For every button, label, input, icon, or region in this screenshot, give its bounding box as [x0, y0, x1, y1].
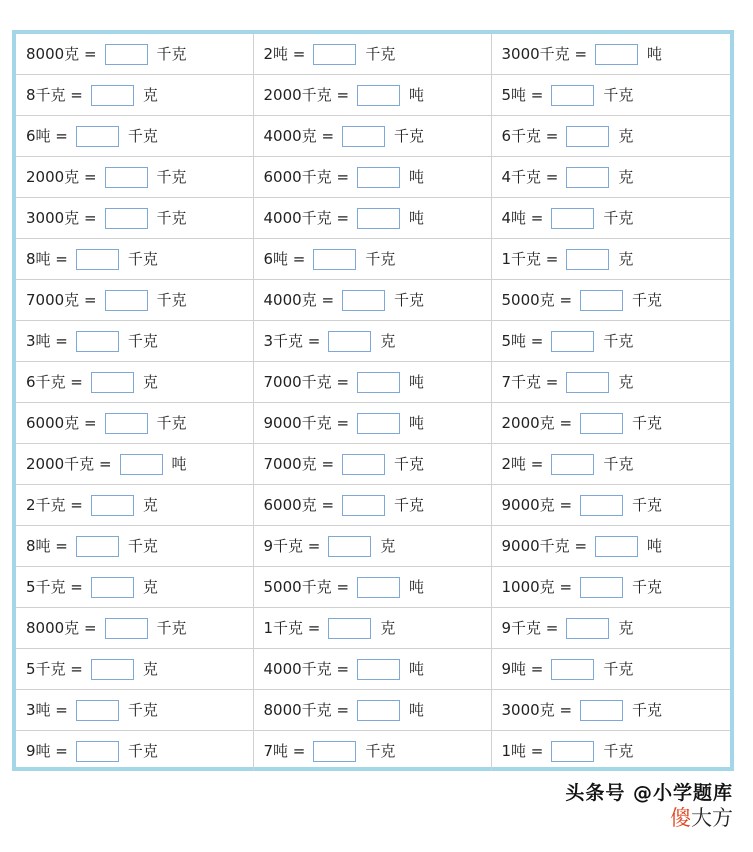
answer-box[interactable]	[342, 290, 385, 311]
answer-unit: 克	[618, 373, 634, 391]
answer-unit: 千克	[127, 742, 158, 760]
answer-box[interactable]	[91, 372, 134, 393]
answer-unit: 吨	[409, 414, 425, 432]
answer-unit: 千克	[127, 250, 158, 268]
problem-text: 1千克 =	[263, 619, 321, 637]
problem-cell	[491, 157, 730, 198]
answer-unit: 千克	[603, 332, 634, 350]
problem-text: 7吨 =	[263, 742, 306, 760]
answer-box[interactable]	[551, 85, 594, 106]
answer-unit: 千克	[365, 250, 396, 268]
problem-text: 9吨 =	[26, 742, 68, 760]
problem-text: 7000千克 =	[263, 373, 350, 391]
answer-box[interactable]	[91, 577, 134, 598]
problem-cell	[16, 526, 253, 567]
answer-box[interactable]	[551, 454, 594, 475]
problem-cell	[491, 239, 730, 280]
answer-box[interactable]	[105, 208, 148, 229]
answer-box[interactable]	[328, 618, 371, 639]
answer-unit: 吨	[409, 701, 425, 719]
answer-unit: 千克	[156, 619, 187, 637]
table-row	[16, 34, 730, 75]
table-row	[16, 444, 730, 485]
problem-cell	[16, 321, 253, 362]
answer-unit: 克	[618, 168, 634, 186]
problem-cell	[253, 690, 491, 731]
problem-cell	[491, 280, 730, 321]
answer-box[interactable]	[91, 85, 134, 106]
problem-text: 7000克 =	[26, 291, 97, 309]
problem-text: 5000千克 =	[263, 578, 350, 596]
answer-unit: 千克	[365, 45, 396, 63]
answer-unit: 吨	[409, 373, 425, 391]
problem-cell	[491, 444, 730, 485]
problem-text: 2千克 =	[26, 496, 83, 514]
problem-cell	[16, 34, 253, 75]
answer-unit: 克	[618, 619, 634, 637]
answer-box[interactable]	[91, 495, 134, 516]
table-row	[16, 198, 730, 239]
problem-cell	[253, 362, 491, 403]
problem-cell	[253, 444, 491, 485]
problem-cell	[16, 116, 253, 157]
answer-box[interactable]	[105, 44, 148, 65]
answer-unit: 千克	[603, 86, 634, 104]
answer-box[interactable]	[120, 454, 163, 475]
problem-cell	[253, 731, 491, 772]
table-row	[16, 157, 730, 198]
problem-text: 2000千克 =	[26, 455, 112, 473]
answer-unit: 克	[142, 86, 158, 104]
answer-box[interactable]	[551, 331, 594, 352]
answer-unit: 克	[142, 496, 158, 514]
answer-unit: 千克	[365, 742, 396, 760]
problem-cell	[16, 690, 253, 731]
answer-unit: 千克	[603, 209, 634, 227]
answer-box[interactable]	[551, 741, 594, 762]
answer-box[interactable]	[91, 659, 134, 680]
answer-unit: 千克	[394, 291, 425, 309]
answer-unit: 千克	[603, 742, 634, 760]
answer-box[interactable]	[580, 495, 623, 516]
problem-text: 4000克 =	[263, 127, 335, 145]
problem-cell	[16, 75, 253, 116]
answer-box[interactable]	[580, 577, 623, 598]
problem-text: 6千克 =	[501, 127, 559, 145]
answer-box[interactable]	[580, 700, 623, 721]
problem-cell	[491, 116, 730, 157]
answer-box[interactable]	[76, 536, 119, 557]
answer-unit: 吨	[409, 660, 425, 678]
answer-box[interactable]	[105, 167, 148, 188]
footer-source: 头条号 @小学题库	[565, 782, 733, 804]
answer-box[interactable]	[76, 249, 119, 270]
answer-box[interactable]	[595, 536, 638, 557]
worksheet	[12, 30, 734, 771]
problem-cell	[253, 608, 491, 649]
problem-text: 6千克 =	[26, 373, 83, 391]
problem-text: 2吨 =	[263, 45, 306, 63]
problem-text: 4千克 =	[501, 168, 559, 186]
problem-text: 4000千克 =	[263, 660, 350, 678]
problem-text: 9千克 =	[501, 619, 559, 637]
table-row	[16, 608, 730, 649]
answer-unit: 千克	[394, 496, 425, 514]
problem-cell	[16, 485, 253, 526]
answer-unit: 千克	[603, 660, 634, 678]
answer-box[interactable]	[580, 290, 623, 311]
problem-cell	[253, 157, 491, 198]
problem-text: 7000克 =	[263, 455, 335, 473]
answer-box[interactable]	[551, 659, 594, 680]
answer-box[interactable]	[76, 331, 119, 352]
answer-box[interactable]	[342, 495, 385, 516]
table-row	[16, 403, 730, 444]
answer-unit: 千克	[156, 45, 187, 63]
problem-text: 8吨 =	[26, 250, 68, 268]
problem-cell	[253, 526, 491, 567]
problem-cell	[491, 362, 730, 403]
problem-cell	[491, 321, 730, 362]
problem-cell	[491, 567, 730, 608]
problem-text: 9000千克 =	[501, 537, 588, 555]
problem-cell	[253, 567, 491, 608]
table-row	[16, 567, 730, 608]
problem-text: 5千克 =	[26, 660, 83, 678]
problem-text: 8吨 =	[26, 537, 68, 555]
answer-unit: 千克	[394, 455, 425, 473]
answer-box[interactable]	[105, 290, 148, 311]
problem-cell	[16, 649, 253, 690]
problem-cell	[253, 34, 491, 75]
problem-text: 6000千克 =	[263, 168, 350, 186]
problem-text: 6000克 =	[26, 414, 97, 432]
brand-logo	[670, 802, 733, 832]
problem-text: 1吨 =	[501, 742, 544, 760]
answer-unit: 千克	[632, 496, 663, 514]
answer-unit: 吨	[409, 86, 425, 104]
problem-text: 5吨 =	[501, 332, 544, 350]
problem-text: 5吨 =	[501, 86, 544, 104]
problem-text: 4000克 =	[263, 291, 335, 309]
problem-cell	[491, 731, 730, 772]
answer-box[interactable]	[313, 741, 356, 762]
answer-box[interactable]	[342, 126, 385, 147]
problem-cell	[491, 75, 730, 116]
answer-box[interactable]	[328, 536, 371, 557]
problem-cell	[16, 403, 253, 444]
problem-text: 2000克 =	[501, 414, 573, 432]
answer-unit: 千克	[632, 291, 663, 309]
answer-box[interactable]	[551, 208, 594, 229]
answer-box[interactable]	[357, 700, 400, 721]
problem-cell	[253, 485, 491, 526]
table-row	[16, 526, 730, 567]
answer-box[interactable]	[105, 413, 148, 434]
table-row	[16, 321, 730, 362]
answer-box[interactable]	[76, 741, 119, 762]
problem-cell	[253, 198, 491, 239]
answer-box[interactable]	[566, 618, 609, 639]
table-row	[16, 731, 730, 772]
answer-box[interactable]	[357, 208, 400, 229]
table-row	[16, 116, 730, 157]
problem-text: 6000克 =	[263, 496, 335, 514]
problem-cell	[16, 731, 253, 772]
answer-unit: 千克	[632, 578, 663, 596]
answer-unit: 克	[142, 373, 158, 391]
answer-unit: 克	[142, 660, 158, 678]
problem-text: 6吨 =	[26, 127, 68, 145]
problem-text: 8000克 =	[26, 45, 97, 63]
problem-text: 1000克 =	[501, 578, 573, 596]
table-row	[16, 75, 730, 116]
answer-box[interactable]	[566, 167, 609, 188]
problem-cell	[16, 608, 253, 649]
problem-cell	[253, 239, 491, 280]
problem-text: 5000克 =	[501, 291, 573, 309]
problem-cell	[491, 649, 730, 690]
problem-text: 9千克 =	[263, 537, 321, 555]
answer-box[interactable]	[595, 44, 638, 65]
problem-cell	[491, 403, 730, 444]
conversion-table	[16, 34, 730, 771]
problem-text: 3千克 =	[263, 332, 321, 350]
answer-unit: 千克	[156, 209, 187, 227]
brand-part-1: 傻	[670, 806, 691, 830]
table-row	[16, 690, 730, 731]
answer-box[interactable]	[357, 85, 400, 106]
problem-cell	[253, 321, 491, 362]
problem-cell	[491, 485, 730, 526]
answer-box[interactable]	[357, 167, 400, 188]
problem-text: 4吨 =	[501, 209, 544, 227]
answer-unit: 克	[618, 250, 634, 268]
problem-cell	[253, 280, 491, 321]
problem-cell	[491, 34, 730, 75]
problem-cell	[16, 444, 253, 485]
problem-text: 4000千克 =	[263, 209, 350, 227]
answer-unit: 千克	[156, 414, 187, 432]
answer-unit: 千克	[394, 127, 425, 145]
answer-unit: 千克	[127, 537, 158, 555]
answer-unit: 吨	[409, 578, 425, 596]
problem-text: 3000克 =	[26, 209, 97, 227]
problem-text: 3000千克 =	[501, 45, 588, 63]
answer-unit: 千克	[632, 414, 663, 432]
problem-cell	[491, 198, 730, 239]
answer-box[interactable]	[76, 126, 119, 147]
answer-unit: 吨	[647, 45, 663, 63]
answer-unit: 千克	[127, 701, 158, 719]
problem-cell	[491, 608, 730, 649]
answer-box[interactable]	[357, 372, 400, 393]
problem-cell	[16, 362, 253, 403]
answer-box[interactable]	[566, 372, 609, 393]
table-row	[16, 485, 730, 526]
problem-cell	[16, 239, 253, 280]
answer-unit: 吨	[647, 537, 663, 555]
answer-box[interactable]	[342, 454, 385, 475]
brand-part-2: 大方	[691, 806, 733, 830]
answer-unit: 吨	[171, 455, 187, 473]
answer-box[interactable]	[357, 413, 400, 434]
answer-box[interactable]	[357, 659, 400, 680]
answer-box[interactable]	[313, 44, 356, 65]
problem-text: 1千克 =	[501, 250, 559, 268]
answer-box[interactable]	[328, 331, 371, 352]
problem-cell	[16, 280, 253, 321]
problem-text: 3000克 =	[501, 701, 573, 719]
answer-unit: 克	[380, 332, 396, 350]
answer-box[interactable]	[76, 700, 119, 721]
problem-text: 9000千克 =	[263, 414, 350, 432]
problem-cell	[253, 75, 491, 116]
problem-cell	[16, 567, 253, 608]
problem-cell	[16, 198, 253, 239]
problem-text: 8000克 =	[26, 619, 97, 637]
problem-text: 3吨 =	[26, 332, 68, 350]
answer-unit: 千克	[632, 701, 663, 719]
answer-unit: 克	[380, 537, 396, 555]
problem-text: 8000千克 =	[263, 701, 350, 719]
answer-box[interactable]	[580, 413, 623, 434]
answer-unit: 千克	[156, 168, 187, 186]
answer-unit: 克	[380, 619, 396, 637]
problem-text: 2000千克 =	[263, 86, 350, 104]
problem-text: 2000克 =	[26, 168, 97, 186]
problem-text: 8千克 =	[26, 86, 83, 104]
problem-text: 9吨 =	[501, 660, 544, 678]
answer-unit: 克	[618, 127, 634, 145]
problem-text: 5千克 =	[26, 578, 83, 596]
answer-unit: 吨	[409, 209, 425, 227]
table-row	[16, 362, 730, 403]
answer-unit: 千克	[603, 455, 634, 473]
answer-box[interactable]	[566, 249, 609, 270]
problem-text: 9000克 =	[501, 496, 573, 514]
problem-cell	[253, 649, 491, 690]
problem-cell	[16, 157, 253, 198]
answer-unit: 千克	[156, 291, 187, 309]
problem-cell	[253, 403, 491, 444]
table-row	[16, 649, 730, 690]
problem-cell	[253, 116, 491, 157]
answer-box[interactable]	[105, 618, 148, 639]
problem-cell	[491, 526, 730, 567]
answer-unit: 千克	[127, 127, 158, 145]
table-row	[16, 280, 730, 321]
answer-unit: 千克	[127, 332, 158, 350]
table-row	[16, 239, 730, 280]
answer-box[interactable]	[313, 249, 356, 270]
problem-text: 7千克 =	[501, 373, 559, 391]
problem-cell	[491, 690, 730, 731]
answer-box[interactable]	[357, 577, 400, 598]
problem-text: 2吨 =	[501, 455, 544, 473]
answer-unit: 克	[142, 578, 158, 596]
problem-text: 3吨 =	[26, 701, 68, 719]
answer-unit: 吨	[409, 168, 425, 186]
answer-box[interactable]	[566, 126, 609, 147]
problem-text: 6吨 =	[263, 250, 306, 268]
